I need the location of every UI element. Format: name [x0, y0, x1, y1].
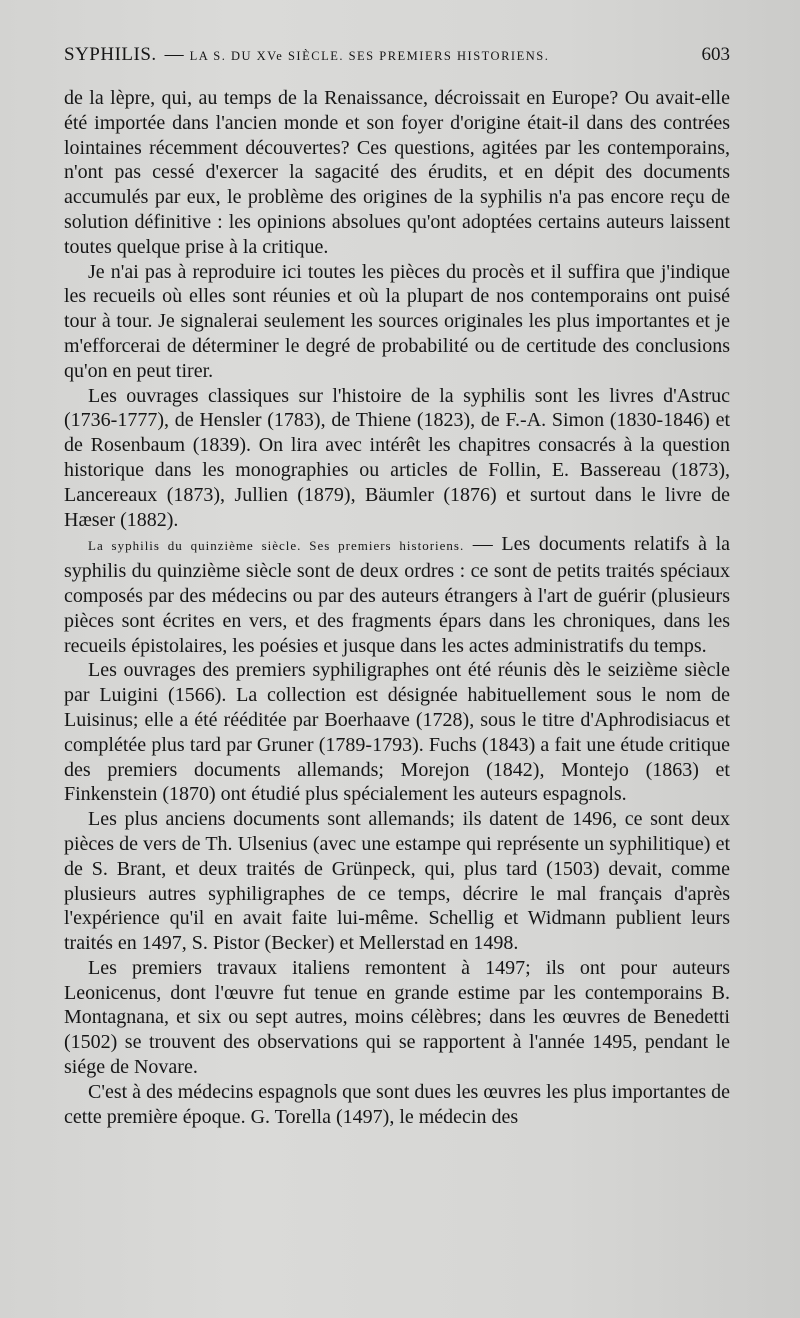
header-dash: —: [164, 44, 184, 65]
section-text: Les documents relatifs à la syphilis du quinzième siècle sont de deux ordres : ce sont de petits traités spéciaux composés par des médecins ou par des auteurs étrangers à l'art de guérir (plusieurs pièces sont écrites en vers, et des fragments épars dans les chroniques, dans les recueils épistolaires, les poésies et jusque dans les actes administratifs du temps.: [64, 533, 731, 657]
section-paragraph: [64, 532, 730, 658]
page-number: 603: [701, 44, 730, 65]
paragraph-7: Les premiers travaux italiens remontent à 1497; ils ont pour auteurs Leonicenus, dont l'œuvre fut tenue en grande estime par les contemporains B. Montagnana, et six ou sept autres, moins célèbres; dans les œuvres de Benedetti (1502) se trouvent des observations qui se rapportent à l'année 1495, pendant le siége de Novare.: [64, 956, 730, 1079]
header-subtitle: LA S. DU XVe SIÈCLE. SES PREMIERS HISTORIENS.: [189, 49, 550, 63]
section-heading: La syphilis du quinzième siècle. Ses premiers historiens.: [88, 538, 465, 554]
paragraph-6: Les plus anciens documents sont allemands; ils datent de 1496, ce sont deux pièces de vers de Th. Ulsenius (avec une estampe qui représente un syphilitique) et de S. Brant, et deux traités de Grünpeck, qui, plus tard (1503) devait, comme plusieurs autres syphiligraphes de ce temps, décrire le mal français d'après l'expérience qu'il en avait faite lui-même. Schellig et Widmann publient leurs traités en 1497, S. Pistor (Becker) et Mellerstad en 1498.: [64, 808, 730, 955]
section-dash: —: [472, 533, 493, 556]
paragraph-3: Les ouvrages classiques sur l'histoire de la syphilis sont les livres d'Astruc (1736-1777), de Hensler (1783), de Thiene (1823), de F.-A. Simon (1830-1846) et de Rosenbaum (1839). On lira avec intérêt les chapitres consacrés à la question historique dans les monographies ou articles de Follin, E. Bassereau (1873), Lancereaux (1873), Jullien (1879), Bäumler (1876) et surtout dans le livre de Hæser (1882).: [64, 384, 730, 531]
paragraph-5: Les ouvrages des premiers syphiligraphes ont été réunis dès le seizième siècle par Luigini (1566). La collection est désignée habituellement sous le nom de Luisinus; elle a été rééditée par Boerhaave (1728), sous le titre d'Aphrodisiacus et complétée plus tard par Gruner (1789-1793). Fuchs (1843) a fait une étude critique des premiers documents allemands; Morejon (1842), Montejo (1863) et Finkenstein (1870) ont étudié plus spécialement les auteurs espagnols.: [64, 659, 730, 806]
paragraph-1: de la lèpre, qui, au temps de la Renaissance, décroissait en Europe? Ou avait-elle été importée dans l'ancien monde et son foyer d'origine était-il dans des contrées lointaines récemment découvertes? Ces questions, agitées par les contemporains, n'ont pas cessé d'exercer la sagacité des érudits, et en dépit des documents accumulés par eux, le problème des origines de la syphilis n'a pas encore reçu de solution définitive : les opinions absolues qu'ont adoptées certains auteurs laissent toutes quelque prise à la critique.: [64, 87, 730, 258]
paragraph-8: C'est à des médecins espagnols que sont dues les œuvres les plus importantes de cette première époque. G. Torella (1497), le médecin des: [64, 1080, 730, 1128]
page-body: [64, 86, 730, 1129]
running-header: [64, 44, 730, 66]
paragraph-2: Je n'ai pas à reproduire ici toutes les pièces du procès et il suffira que j'indique les recueils où elles sont réunies et où la plupart de nos contemporains ont puisé tour à tour. Je signalerai seulement les sources originales les plus importantes et je m'efforcerai de déterminer le degré de probabilité ou de certitude des conclusions qu'on en peut tirer.: [64, 260, 730, 382]
header-title: SYPHILIS.: [64, 44, 157, 65]
